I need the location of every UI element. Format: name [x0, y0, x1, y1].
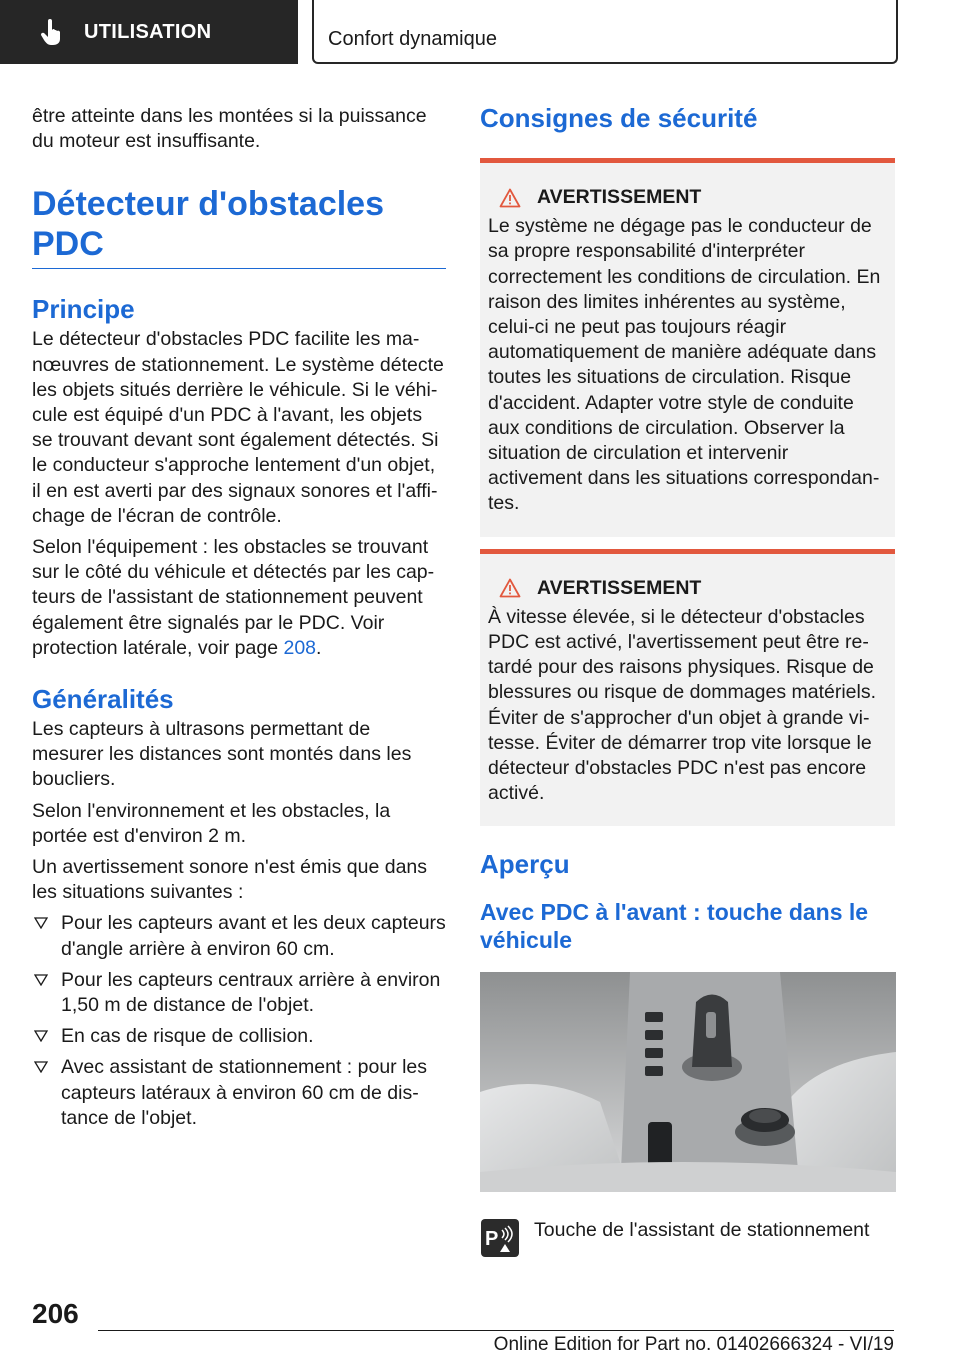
- page-number: 206: [32, 1298, 79, 1329]
- warning-situations-list: [32, 911, 446, 1131]
- topic-header: [312, 0, 898, 64]
- apercu-heading: Aperçu: [480, 849, 570, 880]
- warning-text: À vitesse élevée, si le détecteur d'obstacles PDC est activé, l'avertissement peut être retardé pour des raisons physiques. Risque de blessures ou risque de dommages matériels. Éviter de s'approcher d'un objet à grande vitesse. Éviter de démarrer trop vite lorsque le détecteur d'obstacles PDC n'est pas encore activé.: [488, 605, 877, 805]
- caption-text: Touche de l'assistant de stationnement: [534, 1218, 870, 1241]
- right-column: [480, 102, 895, 1258]
- list-item-text: En cas de risque de collision.: [61, 1025, 314, 1048]
- principe-paragraph-2-end: .: [316, 636, 322, 659]
- edition-text: Online Edition for Part no. 01402666324 - VI/19: [493, 1334, 894, 1355]
- warning-header: [488, 576, 887, 601]
- section-label: UTILISATION: [84, 20, 212, 43]
- warning-box: [480, 158, 895, 537]
- list-item: [32, 1024, 446, 1049]
- list-item-text: Avec assistant de stationnement : pour les capteurs latéraux à environ 60 cm de distance de l'objet.: [61, 1056, 428, 1129]
- left-column: [32, 104, 446, 1137]
- warning-header: [488, 185, 887, 210]
- safety-heading: Consignes de sécurité: [480, 103, 758, 133]
- page-link[interactable]: 208: [283, 636, 317, 659]
- principe-paragraph-2-text: Selon l'équipement : les obstacles se trouvant sur le côté du véhicule et détectés par les capteurs de l'assistant de stationnement peuvent également être signalés par le PDC. Voir protection latérale, voir page: [32, 536, 435, 659]
- triangle-bullet-icon: [34, 917, 48, 929]
- photo-caption: [480, 1218, 895, 1258]
- page-title: Détecteur d'obstacles PDC: [32, 184, 446, 269]
- apercu-subheading: Avec PDC à l'avant : touche dans le véhicule: [480, 899, 869, 954]
- list-item: [32, 968, 446, 1018]
- principe-paragraph-2: [32, 535, 446, 661]
- generalites-paragraph-1: Les capteurs à ultrasons permettant de mesurer les distances sont montés dans les boucliers.: [32, 718, 412, 791]
- hand-pointer-icon: [40, 19, 64, 45]
- svg-text:P: P: [485, 1227, 499, 1250]
- triangle-bullet-icon: [34, 1061, 48, 1073]
- generalites-paragraph-3: Un avertissement sonore n'est émis que dans les situations suivantes :: [32, 856, 428, 904]
- triangle-bullet-icon: [34, 1030, 48, 1042]
- warning-box: [480, 549, 895, 827]
- warning-icon: [499, 578, 521, 598]
- warning-text: Le système ne dégage pas le conducteur de sa propre responsabilité d'interpréter correctement les conditions de circulation. En raison des limites inhérentes au système, celui-ci ne peut pas toujours réagir automatiquement de manière adéquate dans toutes les situations de circulation. Risque d'accident. Adapter votre style de conduite aux conditions de circulation. Observer la situation de circulation et intervenir activement dans les situations correspondantes.: [488, 215, 881, 515]
- generalites-paragraph-2: Selon l'environnement et les obstacles, la portée est d'environ 2 m.: [32, 799, 391, 847]
- intro-paragraph: être atteinte dans les montées si la puissance du moteur est insuffisante.: [32, 105, 427, 153]
- pdc-button-icon: [480, 1218, 520, 1258]
- warning-label: AVERTISSEMENT: [537, 576, 702, 599]
- warning-label: AVERTISSEMENT: [537, 186, 702, 208]
- principe-heading: Principe: [32, 294, 135, 325]
- section-tab[interactable]: [0, 0, 298, 64]
- list-item-text: Pour les capteurs centraux arrière à environ 1,50 m de distance de l'objet.: [61, 968, 441, 1017]
- list-item-text: Pour les capteurs avant et les deux capteurs d'angle arrière à environ 60 cm.: [61, 912, 446, 960]
- center-console-photo: [480, 972, 896, 1192]
- footer-divider: [98, 1330, 894, 1331]
- principe-paragraph-1: Le détecteur d'obstacles PDC facilite les manœuvres de stationnement. Le système détecte les objets situés derrière le véhicule. Si le véhicule est équipé d'un PDC à l'avant, les objets se trouvant devant sont également détectés. Si le conducteur s'approche lentement d'un objet, il en est averti par des signaux sonores et l'affichage de l'écran de contrôle.: [32, 328, 444, 527]
- generalites-heading: Généralités: [32, 684, 174, 715]
- topic-label: Confort dynamique: [328, 28, 497, 50]
- list-item: [32, 1055, 446, 1131]
- triangle-bullet-icon: [34, 974, 48, 986]
- warning-icon: [499, 188, 521, 208]
- list-item: [32, 911, 446, 961]
